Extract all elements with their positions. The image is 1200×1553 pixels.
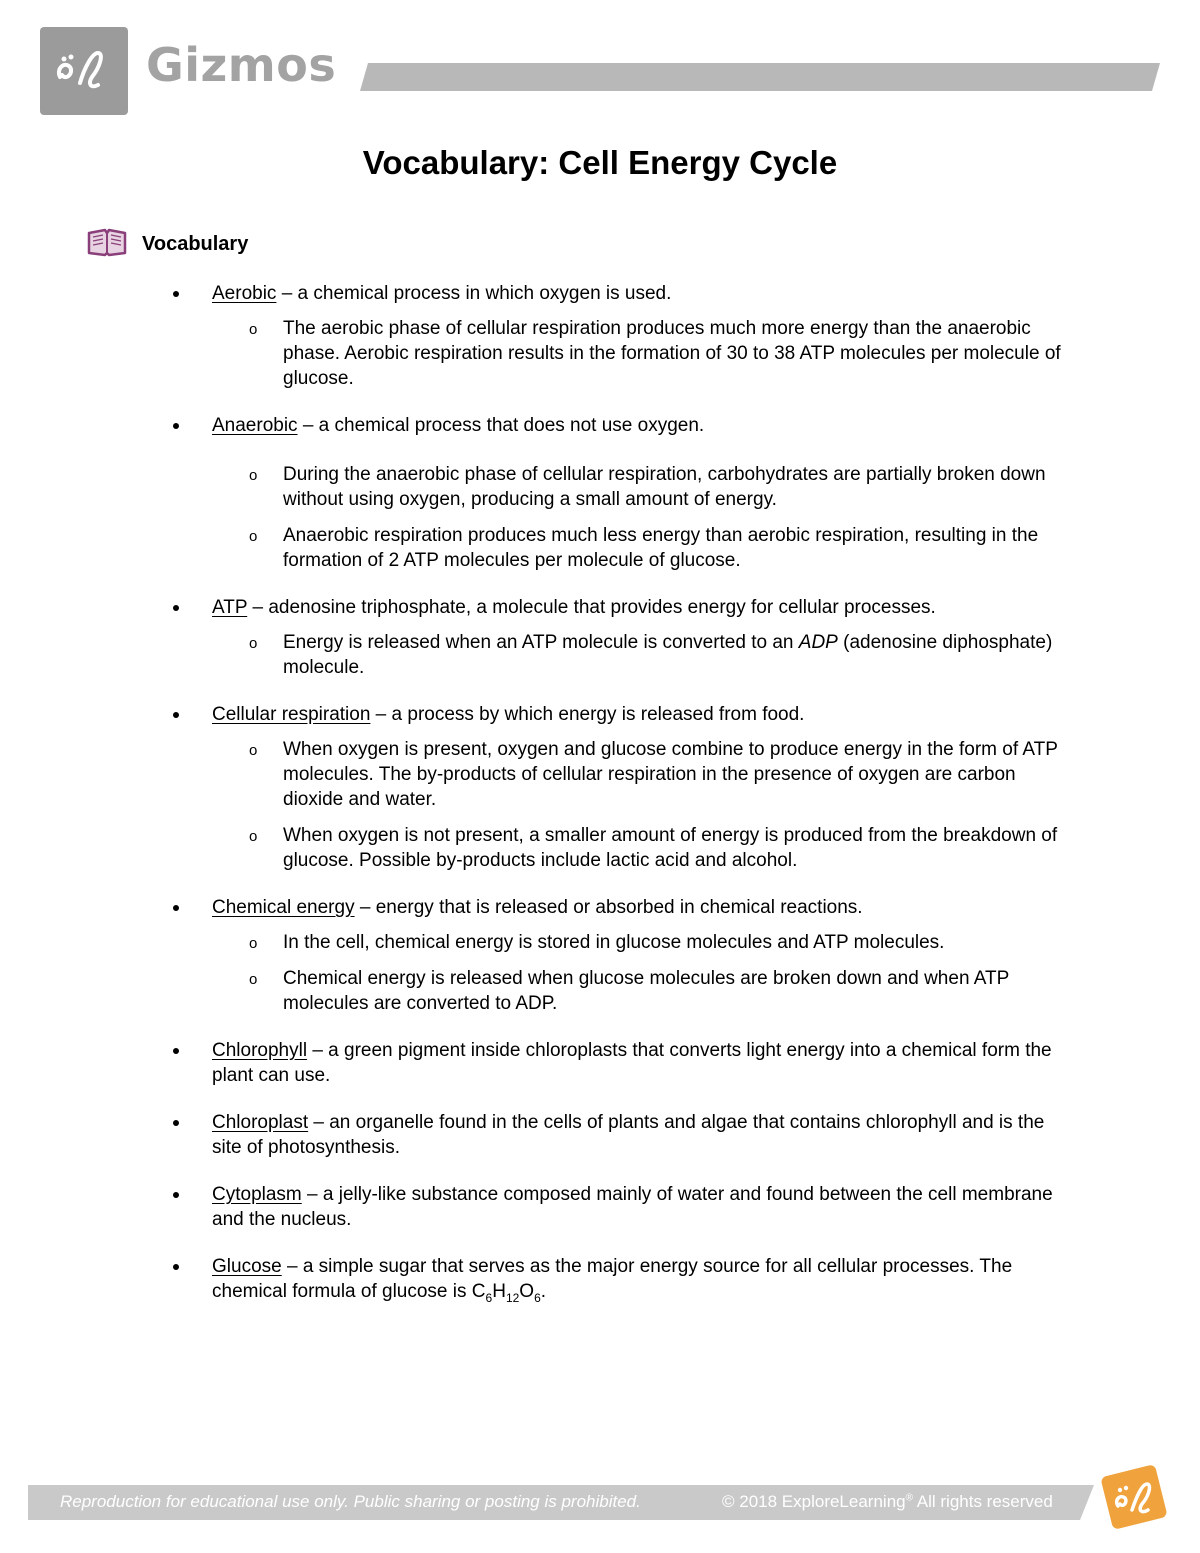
bullet-icon [173,1048,179,1054]
term-word: Glucose [212,1256,282,1277]
term-definition: – a chemical process that does not use oxygen. [297,415,705,436]
vocab-item [0,895,1200,1016]
example-list [0,462,1200,573]
example-item [0,930,1063,955]
chemical-formula [471,1281,541,1305]
formula-subscript: 6 [485,1290,493,1305]
formula-element: H [492,1281,506,1302]
example-list [0,930,1200,1016]
example-text: When oxygen is not present, a smaller amount of energy is produced from the breakdown of glucose. Possible by-products include lactic acid and alcohol. [283,825,1058,871]
example-list [0,737,1200,873]
section-heading: Vocabulary [142,233,249,255]
term-word: Cellular respiration [212,704,371,725]
term-word: Cytoplasm [212,1184,302,1205]
term-line [0,281,1072,306]
sub-bullet-icon: o [249,742,258,759]
bullet-icon [173,605,179,611]
sub-bullet-icon: o [249,971,258,988]
bullet-icon [173,905,179,911]
term-word: Chlorophyll [212,1040,308,1061]
term-line [0,1182,1072,1232]
bullet-icon [173,291,179,297]
example-list [0,630,1200,680]
term-word: Aerobic [212,283,277,304]
footer-note: Reproduction for educational use only. Public sharing or posting is prohibited. [60,1492,641,1511]
example-italic-term: ADP [798,632,838,653]
term-word: ATP [212,597,248,618]
term-line [0,595,1072,620]
example-item [0,823,1063,873]
example-text: (adenosine diphosphate) molecule. [283,632,1053,678]
brand-name: Gizmos [146,38,337,92]
term-word: Chemical energy [212,897,355,918]
bullet-icon [173,423,179,429]
example-item [0,462,1063,512]
vocab-item [0,1110,1200,1160]
term-word: Chloroplast [212,1112,309,1133]
footer-copyright [722,1492,1053,1512]
term-definition: – a chemical process in which oxygen is used. [276,283,672,304]
sub-bullet-icon: o [249,321,258,338]
term-line [0,413,1072,438]
vocab-item [0,1182,1200,1232]
vocab-item [0,281,1200,391]
example-text: Chemical energy is released when glucose molecules are broken down and when ATP molecules are converted to ADP. [283,968,1009,1014]
term-definition: – a process by which energy is released from food. [370,704,805,725]
example-text: In the cell, chemical energy is stored in glucose molecules and ATP molecules. [283,932,945,953]
term-definition: – a simple sugar that serves as the major energy source for all cellular processes. The chemical formula of glucose is [212,1256,1013,1302]
formula-element: O [519,1281,535,1302]
sub-bullet-icon: o [249,935,258,952]
example-list [0,316,1200,391]
explorelearning-logo [40,27,128,115]
sub-bullet-icon: o [249,467,258,484]
example-text: The aerobic phase of cellular respiration produces much more energy than the anaerobic phase. Aerobic respiration results in the formation of 30 to 38 ATP molecules per molecule of glucose. [283,318,1061,389]
vocab-item [0,1254,1200,1304]
vocab-item [0,595,1200,680]
term-line [0,895,1072,920]
term-definition: – a green pigment inside chloroplasts that converts light energy into a chemical form the plant can use. [212,1040,1052,1086]
example-item [0,523,1063,573]
bullet-icon [173,1192,179,1198]
vocab-item [0,1038,1200,1088]
book-icon [86,227,128,257]
formula-element: C [471,1281,486,1302]
formula-subscript: 12 [505,1290,520,1305]
term-line [0,1038,1072,1088]
example-item [0,316,1063,391]
sub-bullet-icon: o [249,528,258,545]
rights-text: All rights reserved [912,1492,1053,1511]
term-definition: – adenosine triphosphate, a molecule that provides energy for cellular processes. [247,597,936,618]
vocabulary-list [0,281,1200,1326]
vocab-item [0,413,1200,573]
term-definition-end: . [540,1281,547,1302]
term-line [0,702,1072,727]
registered-mark: ® [905,1492,913,1504]
example-item [0,966,1063,1016]
example-text: Energy is released when an ATP molecule is converted to an [283,632,799,653]
header-bar [360,63,1160,91]
example-text: During the anaerobic phase of cellular respiration, carbohydrates are partially broken down without using oxygen, producing a small amount of energy. [283,464,1046,510]
bullet-icon [173,712,179,718]
sub-bullet-icon: o [249,828,258,845]
example-item [0,737,1063,812]
vocab-item [0,702,1200,873]
bullet-icon [173,1120,179,1126]
bullet-icon [173,1264,179,1270]
formula-subscript: 6 [534,1290,541,1305]
term-line [0,1254,1072,1304]
sub-bullet-icon: o [249,635,258,652]
copyright-text: © 2018 ExploreLearning [722,1492,906,1511]
term-definition: – energy that is released or absorbed in chemical reactions. [354,897,863,918]
term-word: Anaerobic [212,415,298,436]
explorelearning-logo-icon [54,47,114,95]
term-definition: – an organelle found in the cells of plants and algae that contains chlorophyll and is the site of photosynthesis. [212,1112,1045,1158]
term-line [0,1110,1072,1160]
example-text: Anaerobic respiration produces much less energy than aerobic respiration, resulting in the formation of 2 ATP molecules per molecule of glucose. [283,525,1039,571]
example-text: When oxygen is present, oxygen and glucose combine to produce energy in the form of ATP molecules. The by-products of cellular respiration in the presence of oxygen are carbon dioxide and water. [283,739,1058,810]
page-title: Vocabulary: Cell Energy Cycle [362,144,838,181]
explorelearning-logo-icon [1098,1462,1172,1532]
term-definition: – a jelly-like substance composed mainly of water and found between the cell membrane and the nucleus. [212,1184,1053,1230]
example-item [0,630,1063,680]
